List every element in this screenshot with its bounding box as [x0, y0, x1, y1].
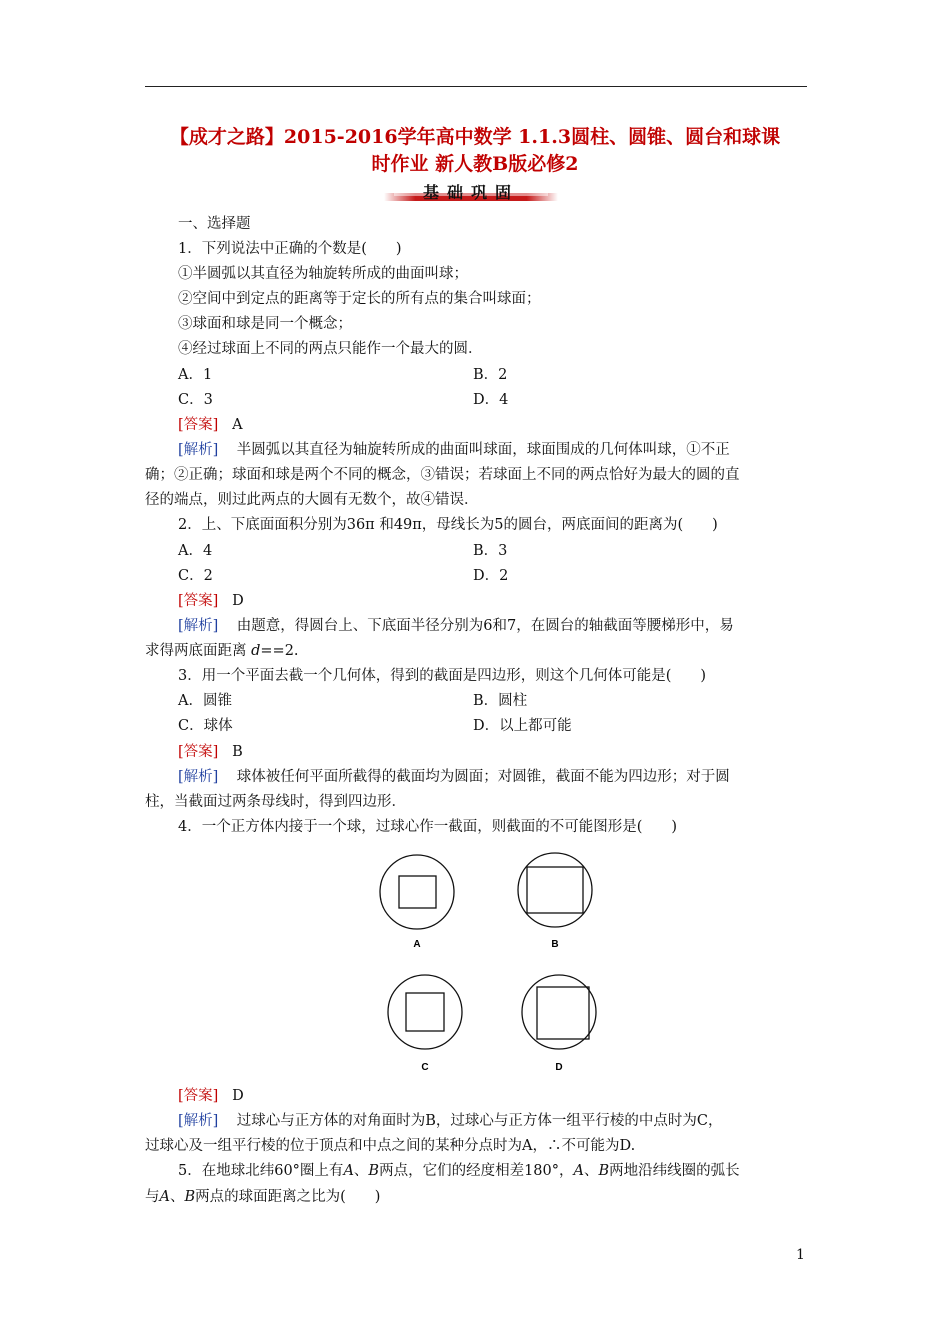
variable-d: d — [251, 643, 261, 659]
section-square-c — [406, 993, 444, 1031]
figure-option-b — [518, 853, 592, 950]
q1-item-2: ②空间中到定点的距离等于定长的所有点的集合叫球面； — [178, 291, 541, 307]
q5-text-c: 两地沿纬线圈的弧长 — [609, 1163, 740, 1179]
q5-sep: 、 — [353, 1163, 369, 1179]
answer-tag: [答案] — [178, 744, 219, 760]
analysis-tag: [解析] — [178, 1113, 219, 1129]
sphere-circle-a — [380, 855, 454, 929]
title-main: 2015-2016学年高中数学 1.1.3圆柱、圆锥、圆台和球课 — [283, 126, 781, 148]
q5-stem-line1 — [178, 1161, 740, 1181]
section-square-d — [537, 987, 589, 1039]
header-rule — [145, 86, 807, 87]
q1-analysis-text1: 半圆弧以其直径为轴旋转所成的曲面叫球面，球面围成的几何体叫球，①不正 — [236, 442, 730, 458]
title-source-tag: 【成才之路】 — [169, 126, 284, 148]
variable-a: A — [343, 1163, 354, 1179]
q3-answer — [178, 742, 243, 762]
analysis-tag: [解析] — [178, 769, 219, 785]
q1-answer-value: A — [232, 417, 243, 433]
q5-sep: 、 — [169, 1189, 185, 1205]
q3-option-d: D．以上都可能 — [473, 718, 572, 734]
q2-analysis-text2: 求得两底面距离 — [145, 643, 252, 659]
sphere-circle-c — [388, 975, 462, 1049]
sphere-circle-d — [522, 975, 596, 1049]
answer-tag: [答案] — [178, 417, 219, 433]
analysis-tag: [解析] — [178, 442, 219, 458]
figure-label-a: A — [413, 939, 421, 950]
q2-analysis-text2-end: ==2. — [260, 643, 299, 659]
variable-b: B — [598, 1163, 610, 1179]
q1-answer — [178, 415, 243, 435]
q1-analysis-line1 — [178, 440, 730, 460]
q1-stem: 1．下列说法中正确的个数是( ) — [178, 241, 402, 257]
answer-tag: [答案] — [178, 593, 219, 609]
q2-analysis-text1: 由题意，得圆台上、下底面半径分别为6和7，在圆台的轴截面等腰梯形中，易 — [236, 618, 734, 634]
q1-analysis-line2: 确；②正确；球面和球是两个不同的概念，③错误；若球面上不同的两点恰好为最大的圆的直 — [145, 467, 740, 483]
q3-analysis-text1: 球体被任何平面所截得的截面均为圆面；对圆锥，截面不能为四边形；对于圆 — [236, 769, 730, 785]
q2-option-b: B．3 — [473, 543, 508, 559]
q4-stem: 4．一个正方体内接于一个球，过球心作一截面，则截面的不可能图形是( ) — [178, 819, 678, 835]
q5-text-a: 5．在地球北纬60°圈上有 — [178, 1163, 344, 1179]
figure-label-c: C — [421, 1062, 429, 1073]
q1-item-3: ③球面和球是同一个概念； — [178, 316, 352, 332]
figure-option-a — [380, 855, 454, 950]
q2-analysis-line2 — [145, 641, 299, 661]
q5-text-d: 与 — [145, 1189, 160, 1205]
section-rect-a — [399, 876, 436, 908]
q1-item-1: ①半圆弧以其直径为轴旋转所成的曲面叫球； — [178, 266, 468, 282]
q4-answer-value: D — [232, 1088, 244, 1104]
variable-b: B — [368, 1163, 380, 1179]
document-title-line1 — [120, 124, 830, 150]
q5-sep: 、 — [584, 1163, 599, 1179]
variable-b: B — [184, 1189, 196, 1205]
q2-option-d: D．2 — [473, 568, 509, 584]
q2-option-c: C．2 — [178, 568, 213, 584]
figure-option-c — [388, 975, 462, 1073]
q1-option-c: C．3 — [178, 392, 213, 408]
q4-answer — [178, 1086, 244, 1106]
variable-a: A — [573, 1163, 584, 1179]
answer-tag: [答案] — [178, 1088, 219, 1104]
q1-item-4: ④经过球面上不同的两点只能作一个最大的圆． — [178, 341, 483, 357]
q5-stem-line2 — [145, 1187, 380, 1207]
q1-option-d: D．4 — [473, 392, 509, 408]
q4-analysis-line2: 过球心及一组平行棱的位于顶点和中点之间的某种分点时为A，∴不可能为D. — [145, 1138, 636, 1154]
figure-label-b: B — [551, 939, 559, 950]
q1-option-b: B．2 — [473, 367, 508, 383]
q4-analysis-text1: 过球心与正方体的对角面时为B，过球心与正方体一组平行棱的中点时为C， — [236, 1113, 723, 1129]
section-rect-b — [527, 867, 583, 913]
q3-option-a: A．圆锥 — [178, 693, 232, 709]
q3-answer-value: B — [232, 744, 243, 760]
analysis-tag: [解析] — [178, 618, 219, 634]
section-banner — [384, 178, 558, 202]
section-heading: 一、选择题 — [178, 216, 251, 232]
variable-a: A — [159, 1189, 170, 1205]
q3-analysis-line1 — [178, 767, 730, 787]
document-title-line2: 时作业 新人教B版必修2 — [371, 153, 579, 175]
q2-answer — [178, 591, 244, 611]
figure-label-d: D — [555, 1062, 563, 1073]
q4-figure — [370, 848, 620, 1078]
q5-text-b: 两点，它们的经度相差180°， — [379, 1163, 574, 1179]
sphere-circle-b — [518, 853, 592, 927]
q2-answer-value: D — [232, 593, 244, 609]
q5-text-e: 两点的球面距离之比为( ) — [195, 1189, 381, 1205]
q3-option-c: C．球体 — [178, 718, 233, 734]
q2-stem: 2．上、下底面面积分别为36π 和49π，母线长为5的圆台，两底面间的距离为( ) — [178, 517, 718, 533]
q2-option-a: A．4 — [178, 543, 213, 559]
q3-analysis-line2: 柱，当截面过两条母线时，得到四边形． — [145, 794, 406, 810]
banner-text: 基础巩固 — [422, 183, 519, 202]
figure-option-d — [522, 975, 596, 1073]
page-number: 1 — [796, 1247, 805, 1263]
q3-stem: 3．用一个平面去截一个几何体，得到的截面是四边形，则这个几何体可能是( ) — [178, 668, 707, 684]
q1-option-a: A．1 — [178, 367, 213, 383]
q3-option-b: B．圆柱 — [473, 693, 528, 709]
q2-analysis-line1 — [178, 616, 734, 636]
q4-analysis-line1 — [178, 1111, 723, 1131]
q1-analysis-line3: 径的端点，则过此两点的大圆有无数个，故④错误． — [145, 492, 479, 508]
